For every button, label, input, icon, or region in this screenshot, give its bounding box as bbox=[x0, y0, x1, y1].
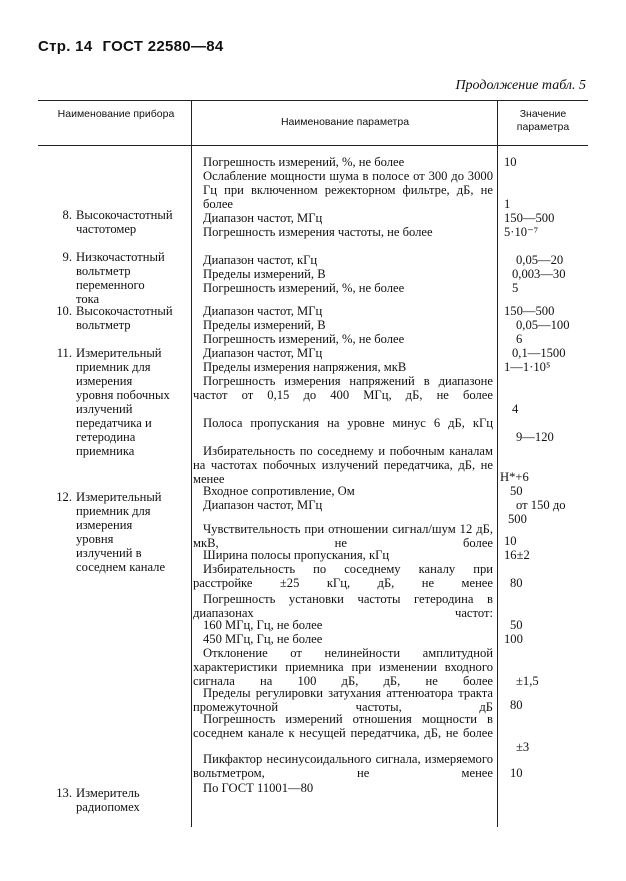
parameter-text: Погрешность измерения частоты, не более bbox=[203, 225, 433, 239]
parameter-value: Н*+6 bbox=[500, 470, 529, 484]
device-number: 9. bbox=[62, 250, 72, 264]
page-header bbox=[38, 38, 224, 55]
parameter-value: от 150 до 500 bbox=[508, 498, 566, 526]
parameter-value: 0,003—30 bbox=[512, 267, 566, 281]
parameter-value: 6 bbox=[516, 332, 523, 346]
device-entry bbox=[46, 490, 188, 574]
device-number: 8. bbox=[62, 208, 72, 222]
device-entry bbox=[46, 304, 188, 332]
device-entry bbox=[46, 346, 188, 458]
parameter-value: 80 bbox=[510, 576, 523, 590]
parameter-text: Диапазон частот, МГц bbox=[203, 304, 323, 318]
device-name: Измеритель радиопомех bbox=[76, 786, 140, 814]
device-name: Высокочастотный частотомер bbox=[76, 208, 173, 236]
parameter-value: 0,05—100 bbox=[516, 318, 570, 332]
parameter-text: Пределы регулировки затухания аттенюатора тракта промежуточной частоты, дБ bbox=[193, 686, 493, 714]
parameter-value: 80 bbox=[510, 698, 523, 712]
parameter-value: 10 bbox=[504, 155, 517, 169]
parameter-value: 100 bbox=[504, 632, 523, 646]
parameter-value: 16±2 bbox=[504, 548, 530, 562]
device-name: Измерительный приемник для измерения уровня излучений в соседнем канале bbox=[76, 490, 166, 574]
device-name: Низкочастотный вольтметр переменного тока bbox=[76, 250, 165, 306]
parameter-text: Избирательность по соседнему и побочным каналам на частотах побочных излучений передатчика, дБ, не менее bbox=[193, 444, 493, 486]
device-number: 13. bbox=[56, 786, 72, 800]
parameter-text: Полоса пропускания на уровне минус 6 дБ, кГц bbox=[203, 416, 493, 430]
parameter-text: Диапазон частот, МГц bbox=[203, 346, 323, 360]
parameter-text: Избирательность по соседнему каналу при расстройке ±25 кГц, дБ, не менее bbox=[193, 562, 493, 590]
table-top-rule bbox=[38, 100, 588, 101]
parameter-value: 50 bbox=[510, 484, 523, 498]
parameter-value: 4 bbox=[512, 402, 519, 416]
device-entry bbox=[46, 208, 188, 236]
parameter-value: ±3 bbox=[516, 740, 530, 754]
parameter-value: 10 bbox=[510, 766, 523, 780]
column-divider-2 bbox=[497, 100, 498, 145]
device-name: Высокочастотный вольтметр bbox=[76, 304, 173, 332]
parameter-value: 0,05—20 bbox=[516, 253, 564, 267]
column-divider-1 bbox=[191, 100, 192, 145]
parameter-text: По ГОСТ 11001—80 bbox=[203, 781, 314, 795]
parameter-value: 150—500 bbox=[504, 211, 555, 225]
parameter-value: 1 bbox=[504, 197, 511, 211]
device-number: 12. bbox=[56, 490, 72, 504]
device-number: 11. bbox=[56, 346, 72, 360]
device-entry bbox=[46, 786, 188, 814]
parameter-text: Пределы измерений, В bbox=[203, 267, 326, 281]
device-name: Измерительный приемник для измерения уровня побочных излучений передатчика и гетеродина приемника bbox=[76, 346, 170, 458]
parameter-text: Погрешность измерений, %, не более bbox=[203, 281, 405, 295]
parameter-value: 1—1·10⁵ bbox=[504, 360, 551, 374]
parameter-text: Погрешность установки частоты гетеродина в диапазонах частот: bbox=[193, 592, 493, 620]
parameter-text: Погрешность измерений, %, не более bbox=[203, 332, 405, 346]
table-continuation-label: Продолжение табл. 5 bbox=[455, 78, 586, 93]
parameter-value: 10 bbox=[504, 534, 517, 548]
parameter-value: 5·10⁻⁷ bbox=[504, 225, 539, 239]
column-header-value: Значение параметра bbox=[516, 108, 570, 133]
parameter-value: 5 bbox=[512, 281, 519, 295]
device-number: 10. bbox=[56, 304, 72, 318]
parameter-text: Погрешность измерений, %, не более bbox=[203, 155, 405, 169]
parameter-text: Ширина полосы пропускания, кГц bbox=[203, 548, 390, 562]
parameter-value: 9—120 bbox=[516, 430, 554, 444]
column-divider-2-body bbox=[497, 145, 498, 827]
parameter-text: Пределы измерений, В bbox=[203, 318, 326, 332]
parameter-value: 150—500 bbox=[504, 304, 555, 318]
document-code: ГОСТ 22580—84 bbox=[102, 38, 224, 55]
device-entry bbox=[46, 250, 188, 306]
parameter-text: 450 МГц, Гц, не более bbox=[203, 632, 323, 646]
parameter-text: Диапазон частот, МГц bbox=[203, 211, 323, 225]
parameter-text: Отклонение от нелинейности амплитудной характеристики приемника при изменении входного сигнала на 100 дБ, дБ, не более bbox=[193, 646, 493, 688]
parameter-value: ±1,5 bbox=[516, 674, 539, 688]
parameter-value: 0,1—1500 bbox=[512, 346, 566, 360]
table-header-rule bbox=[38, 145, 588, 146]
column-divider-1-body bbox=[191, 145, 192, 827]
parameter-text: Ослабление мощности шума в полосе от 300 до 3000 Гц при включенном режекторном фильтре, дБ, не более bbox=[203, 169, 493, 211]
page-number: Стр. 14 bbox=[38, 38, 93, 55]
column-header-device: Наименование прибора bbox=[57, 108, 175, 120]
parameter-text: Погрешность измерения напряжений в диапазоне частот от 0,15 до 400 МГц, дБ, не более bbox=[193, 374, 493, 402]
parameter-text: Диапазон частот, кГц bbox=[203, 253, 318, 267]
column-header-parameter: Наименование параметра bbox=[280, 116, 410, 128]
parameter-text: Входное сопротивление, Ом bbox=[203, 484, 355, 498]
parameter-text: Пределы измерения напряжения, мкВ bbox=[203, 360, 407, 374]
parameter-value: 50 bbox=[510, 618, 523, 632]
parameter-text: Погрешность измерений отношения мощности в соседнем канале к несущей передатчика, дБ, не более bbox=[193, 712, 493, 740]
parameter-text: 160 МГц, Гц, не более bbox=[203, 618, 323, 632]
parameter-text: Диапазон частот, МГц bbox=[203, 498, 323, 512]
parameter-text: Чувствительность при отношении сигнал/шум 12 дБ, мкВ, не более bbox=[193, 522, 493, 550]
parameter-text: Пикфактор несинусоидального сигнала, измеряемого вольтметром, не менее bbox=[193, 752, 493, 780]
